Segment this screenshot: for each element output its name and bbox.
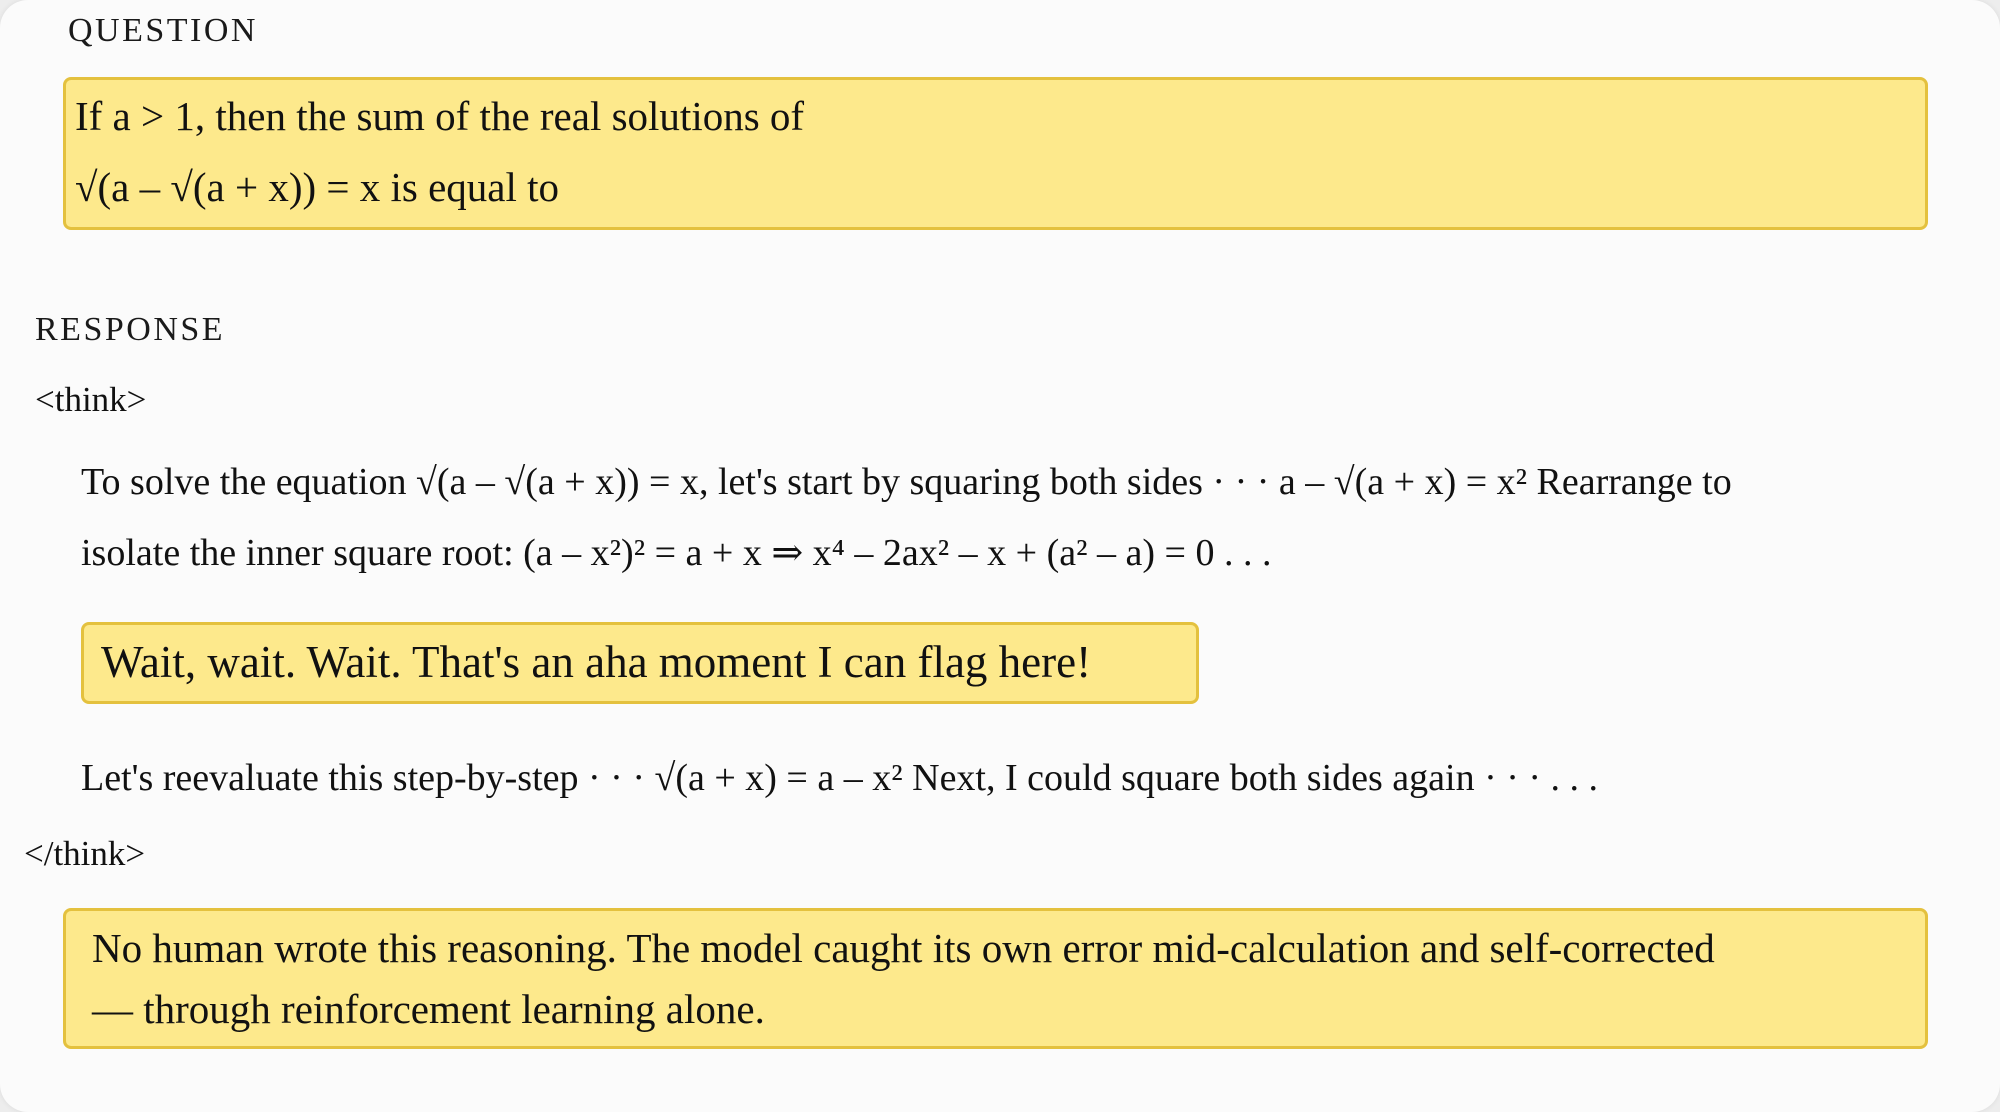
think-open-tag: <think> [35,380,147,419]
callout-line-2: — through reinforcement learning alone. [92,986,765,1032]
question-line-2: √(a – √(a + x)) = x is equal to [75,164,560,210]
callout-line-1: No human wrote this reasoning. The model caught its own error mid-calculation and self-corrected [92,925,1715,971]
question-line-1: If a > 1, then the sum of the real solutions of [75,93,805,139]
response-paragraph-1-line-1: To solve the equation √(a – √(a + x)) = x, let's start by squaring both sides · · · a – √(a + x) = x² Rearrange to [81,461,1732,503]
aha-moment-text: Wait, wait. Wait. That's an aha moment I can flag here! [101,637,1092,687]
response-paragraph-2: Let's reevaluate this step-by-step · · · √(a + x) = a – x² Next, I could square both sides again · · · . . . [81,757,1599,799]
think-close-tag: </think> [24,834,146,873]
question-label: QUESTION [68,12,258,49]
response-paragraph-1-line-2: isolate the inner square root: (a – x²)² = a + x ⇒ x⁴ – 2ax² – x + (a² – a) = 0 . . . [81,532,1272,574]
response-label: RESPONSE [35,311,226,348]
